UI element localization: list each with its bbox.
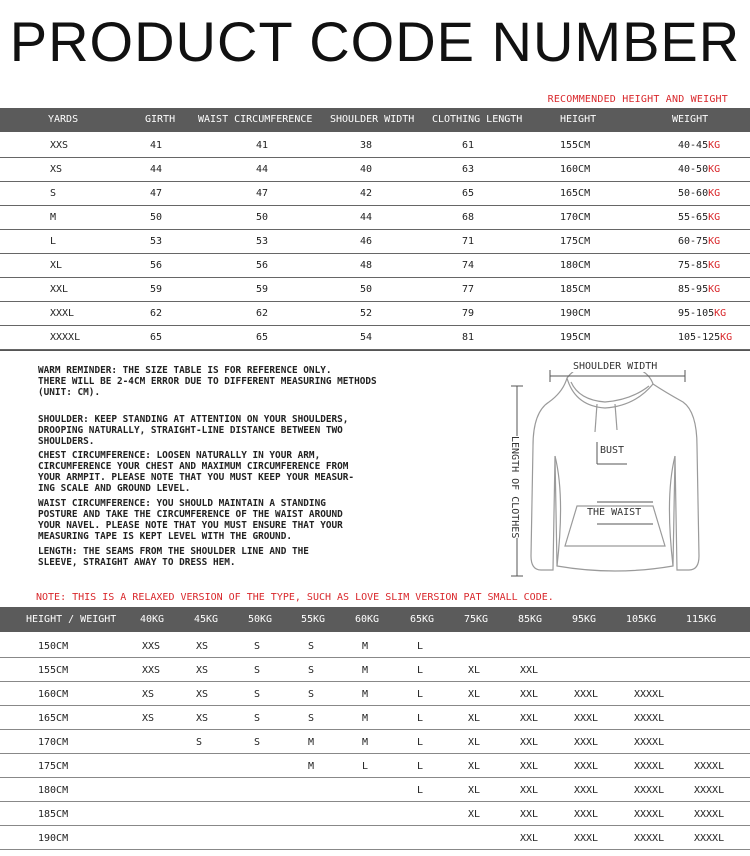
size-cell-height: 160CM	[560, 164, 591, 175]
hw-size-cell: XXXXL	[694, 785, 725, 796]
weight-unit: KG	[708, 212, 721, 223]
weight-value: 40-50	[678, 164, 709, 175]
size-cell-shoulder: 54	[360, 332, 373, 343]
size-cell-length: 65	[462, 188, 475, 199]
header-girth: GIRTH	[145, 114, 176, 125]
hw-table-row	[0, 753, 750, 778]
weight-header: 105KG	[626, 614, 657, 625]
weight-unit: KG	[708, 260, 721, 271]
hw-size-cell: XXL	[520, 833, 539, 844]
hw-size-cell: S	[196, 737, 203, 748]
hw-height-cell: 155CM	[38, 665, 69, 676]
size-cell-girth: 59	[150, 284, 163, 295]
length-label: LENGTH OF CLOTHES	[509, 436, 520, 539]
recommended-label: RECOMMENDED HEIGHT AND WEIGHT	[547, 94, 728, 105]
size-cell-weight	[678, 212, 720, 223]
hw-table-row	[0, 657, 750, 682]
hw-height-cell: 190CM	[38, 833, 69, 844]
hw-corner-header: HEIGHT / WEIGHT	[26, 614, 117, 625]
size-cell-yards: XS	[50, 164, 63, 175]
weight-value: 40-45	[678, 140, 709, 151]
chest-note: CHEST CIRCUMFERENCE: LOOSEN NATURALLY IN YOUR ARM, CIRCUMFERENCE YOUR CHEST AND MAXIMUM CIRCUMFERENCE FROM YOUR ARMPIT. PLEASE NOTE THAT YOU MUST KEEP YOUR MEASUR- ING SCALE AND GROUND LEVEL.	[38, 450, 355, 494]
hw-height-cell: 160CM	[38, 689, 69, 700]
size-cell-height: 165CM	[560, 188, 591, 199]
hw-size-cell: M	[362, 641, 369, 652]
hw-height-cell: 170CM	[38, 737, 69, 748]
hw-size-cell: M	[362, 689, 369, 700]
hw-size-cell: L	[417, 761, 424, 772]
hw-size-cell: XXXXL	[634, 713, 665, 724]
size-cell-height: 185CM	[560, 284, 591, 295]
hw-size-cell: S	[254, 665, 261, 676]
size-table-row	[0, 157, 750, 182]
size-cell-weight	[678, 188, 720, 199]
length-note: LENGTH: THE SEAMS FROM THE SHOULDER LINE AND THE SLEEVE, STRAIGHT AWAY TO DRESS HEM.	[38, 546, 309, 568]
hw-size-cell: S	[308, 665, 315, 676]
hw-size-cell: XXXL	[574, 761, 599, 772]
hw-size-cell: S	[254, 689, 261, 700]
hw-size-cell: L	[417, 665, 424, 676]
hw-size-cell: M	[308, 737, 315, 748]
hw-size-cell: XXXXL	[634, 785, 665, 796]
size-table-row	[0, 181, 750, 206]
weight-header: 40KG	[140, 614, 165, 625]
hw-size-cell: XS	[196, 713, 209, 724]
size-cell-waist: 44	[256, 164, 269, 175]
hw-size-cell: XL	[468, 761, 481, 772]
weight-unit: KG	[708, 236, 721, 247]
size-table-header	[0, 108, 750, 132]
size-cell-waist: 41	[256, 140, 269, 151]
hw-size-cell: L	[417, 641, 424, 652]
hw-size-cell: S	[254, 641, 261, 652]
size-cell-girth: 53	[150, 236, 163, 247]
hw-height-cell: 165CM	[38, 713, 69, 724]
hw-size-cell: XXXXL	[634, 761, 665, 772]
size-table-row	[0, 253, 750, 278]
weight-value: 75-85	[678, 260, 709, 271]
weight-header: 45KG	[194, 614, 219, 625]
size-cell-height: 170CM	[560, 212, 591, 223]
hw-size-cell: XXL	[520, 785, 539, 796]
size-cell-weight	[678, 236, 720, 247]
header-length: CLOTHING LENGTH	[432, 114, 523, 125]
size-cell-height: 190CM	[560, 308, 591, 319]
size-cell-height: 175CM	[560, 236, 591, 247]
size-cell-waist: 65	[256, 332, 269, 343]
size-cell-yards: XXXL	[50, 308, 75, 319]
hw-size-cell: S	[308, 641, 315, 652]
size-cell-weight	[678, 260, 720, 271]
size-cell-height: 155CM	[560, 140, 591, 151]
hw-table-row	[0, 777, 750, 802]
size-cell-weight	[678, 164, 720, 175]
hw-size-cell: S	[254, 713, 261, 724]
size-cell-girth: 62	[150, 308, 163, 319]
hw-size-cell: XXXL	[574, 737, 599, 748]
size-cell-shoulder: 38	[360, 140, 373, 151]
header-shoulder: SHOULDER WIDTH	[330, 114, 415, 125]
hw-size-cell: XS	[196, 641, 209, 652]
bust-label: BUST	[600, 445, 625, 456]
hw-size-cell: XXL	[520, 737, 539, 748]
warm-reminder: WARM REMINDER: THE SIZE TABLE IS FOR REFERENCE ONLY. THERE WILL BE 2-4CM ERROR DUE TO DIFFERENT MEASURING METHODS (UNIT: CM).	[38, 365, 377, 398]
weight-unit: KG	[714, 308, 727, 319]
hw-size-cell: XXL	[520, 665, 539, 676]
hw-size-cell: XL	[468, 713, 481, 724]
hw-size-cell: XXL	[520, 809, 539, 820]
size-table-row	[0, 205, 750, 230]
size-cell-yards: XXL	[50, 284, 69, 295]
size-cell-height: 180CM	[560, 260, 591, 271]
hw-size-cell: XXL	[520, 713, 539, 724]
hoodie-diagram	[505, 356, 705, 588]
hw-height-cell: 185CM	[38, 809, 69, 820]
weight-header: 75KG	[464, 614, 489, 625]
shoulder-note: SHOULDER: KEEP STANDING AT ATTENTION ON YOUR SHOULDERS, DROOPING NATURALLY, STRAIGHT-LINE DISTANCE BETWEEN TWO SHOULDERS.	[38, 414, 349, 447]
shoulder-width-label: SHOULDER WIDTH	[573, 361, 658, 372]
weight-value: 55-65	[678, 212, 709, 223]
hw-size-cell: L	[417, 689, 424, 700]
header-height: HEIGHT	[560, 114, 597, 125]
hw-size-cell: XXXL	[574, 809, 599, 820]
weight-header: 115KG	[686, 614, 717, 625]
size-cell-girth: 47	[150, 188, 163, 199]
size-cell-yards: L	[50, 236, 57, 247]
weight-value: 105-125	[678, 332, 721, 343]
weight-value: 95-105	[678, 308, 715, 319]
size-cell-length: 71	[462, 236, 475, 247]
size-cell-length: 61	[462, 140, 475, 151]
size-cell-shoulder: 42	[360, 188, 373, 199]
weight-unit: KG	[708, 188, 721, 199]
hw-size-cell: XS	[196, 689, 209, 700]
hw-size-cell: XXXXL	[694, 809, 725, 820]
hw-size-cell: L	[417, 785, 424, 796]
weight-value: 85-95	[678, 284, 709, 295]
hw-size-cell: M	[362, 737, 369, 748]
hw-size-cell: XL	[468, 737, 481, 748]
size-cell-waist: 62	[256, 308, 269, 319]
hw-table-row	[0, 705, 750, 730]
size-table-row	[0, 277, 750, 302]
size-cell-shoulder: 40	[360, 164, 373, 175]
hw-size-cell: M	[362, 713, 369, 724]
hw-size-cell: XXXXL	[694, 833, 725, 844]
size-cell-waist: 47	[256, 188, 269, 199]
weight-header: 60KG	[355, 614, 380, 625]
weight-unit: KG	[708, 164, 721, 175]
hw-size-cell: XXXXL	[634, 689, 665, 700]
weight-unit: KG	[708, 284, 721, 295]
size-cell-length: 77	[462, 284, 475, 295]
size-cell-girth: 65	[150, 332, 163, 343]
hw-table-row	[0, 729, 750, 754]
page-title: PRODUCT CODE NUMBER	[9, 10, 741, 73]
size-cell-girth: 56	[150, 260, 163, 271]
hw-height-cell: 175CM	[38, 761, 69, 772]
size-cell-weight	[678, 284, 720, 295]
hw-table-header	[0, 607, 750, 632]
hw-size-cell: XL	[468, 785, 481, 796]
size-cell-girth: 44	[150, 164, 163, 175]
size-cell-weight	[678, 308, 726, 319]
size-cell-shoulder: 48	[360, 260, 373, 271]
hw-size-cell: XXXL	[574, 689, 599, 700]
size-table-row	[0, 301, 750, 326]
hw-size-cell: L	[362, 761, 369, 772]
size-cell-length: 79	[462, 308, 475, 319]
hw-height-cell: 180CM	[38, 785, 69, 796]
weight-header: 95KG	[572, 614, 597, 625]
waist-label: THE WAIST	[587, 507, 642, 518]
hw-size-cell: S	[308, 713, 315, 724]
hw-size-cell: XXS	[142, 665, 161, 676]
size-cell-weight	[678, 332, 732, 343]
size-cell-yards: S	[50, 188, 57, 199]
hw-size-cell: XXXXL	[634, 809, 665, 820]
hw-size-cell: M	[308, 761, 315, 772]
size-table-row	[0, 133, 750, 158]
size-cell-weight	[678, 140, 720, 151]
size-cell-yards: M	[50, 212, 57, 223]
hw-size-cell: L	[417, 737, 424, 748]
size-cell-girth: 41	[150, 140, 163, 151]
weight-header: 85KG	[518, 614, 543, 625]
size-cell-height: 195CM	[560, 332, 591, 343]
hw-size-cell: XS	[196, 665, 209, 676]
hw-table-row	[0, 825, 750, 850]
hw-size-cell: XL	[468, 689, 481, 700]
size-cell-waist: 53	[256, 236, 269, 247]
hw-size-cell: XL	[468, 809, 481, 820]
red-note: NOTE: THIS IS A RELAXED VERSION OF THE TYPE, SUCH AS LOVE SLIM VERSION PAT SMALL CODE.	[36, 592, 554, 603]
size-cell-waist: 56	[256, 260, 269, 271]
header-yards: YARDS	[48, 114, 79, 125]
weight-header: 65KG	[410, 614, 435, 625]
size-cell-shoulder: 44	[360, 212, 373, 223]
size-cell-length: 81	[462, 332, 475, 343]
size-cell-length: 68	[462, 212, 475, 223]
size-table-row	[0, 325, 750, 350]
weight-unit: KG	[720, 332, 733, 343]
hw-size-cell: XL	[468, 665, 481, 676]
hw-size-cell: S	[254, 737, 261, 748]
hw-size-cell: XXXL	[574, 833, 599, 844]
size-cell-yards: XXXXL	[50, 332, 81, 343]
size-cell-length: 74	[462, 260, 475, 271]
hoodie-svg	[505, 356, 705, 588]
section-divider	[0, 350, 750, 351]
header-weight: WEIGHT	[672, 114, 709, 125]
size-cell-shoulder: 46	[360, 236, 373, 247]
header-waist: WAIST CIRCUMFERENCE	[198, 114, 313, 125]
weight-value: 50-60	[678, 188, 709, 199]
weight-unit: KG	[708, 140, 721, 151]
hw-size-cell: XXXXL	[634, 737, 665, 748]
hw-size-cell: XXXL	[574, 713, 599, 724]
waist-note: WAIST CIRCUMFERENCE: YOU SHOULD MAINTAIN A STANDING POSTURE AND TAKE THE CIRCUMFERENCE OF THE WAIST AROUND YOUR NAVEL. PLEASE NOTE THAT YOU MUST ENSURE THAT YOUR MEASURING TAPE IS KEPT LEVEL WITH THE GROUND.	[38, 498, 343, 542]
hw-size-cell: L	[417, 713, 424, 724]
size-cell-yards: XXS	[50, 140, 69, 151]
size-cell-shoulder: 52	[360, 308, 373, 319]
size-cell-shoulder: 50	[360, 284, 373, 295]
hw-size-cell: S	[308, 689, 315, 700]
hw-size-cell: XS	[142, 689, 155, 700]
hw-table-row	[0, 801, 750, 826]
size-cell-waist: 50	[256, 212, 269, 223]
hw-height-cell: 150CM	[38, 641, 69, 652]
size-table-row	[0, 229, 750, 254]
hw-table-row	[0, 681, 750, 706]
hw-size-cell: XXXXL	[694, 761, 725, 772]
size-cell-waist: 59	[256, 284, 269, 295]
hw-size-cell: XXXL	[574, 785, 599, 796]
hw-size-cell: XXS	[142, 641, 161, 652]
hw-size-cell: M	[362, 665, 369, 676]
weight-header: 50KG	[248, 614, 273, 625]
weight-value: 60-75	[678, 236, 709, 247]
size-cell-yards: XL	[50, 260, 63, 271]
weight-header: 55KG	[301, 614, 326, 625]
hw-table-row	[0, 633, 750, 658]
hw-size-cell: XXL	[520, 761, 539, 772]
hw-size-cell: XXL	[520, 689, 539, 700]
hw-size-cell: XXXXL	[634, 833, 665, 844]
size-cell-length: 63	[462, 164, 475, 175]
hw-size-cell: XS	[142, 713, 155, 724]
size-cell-girth: 50	[150, 212, 163, 223]
